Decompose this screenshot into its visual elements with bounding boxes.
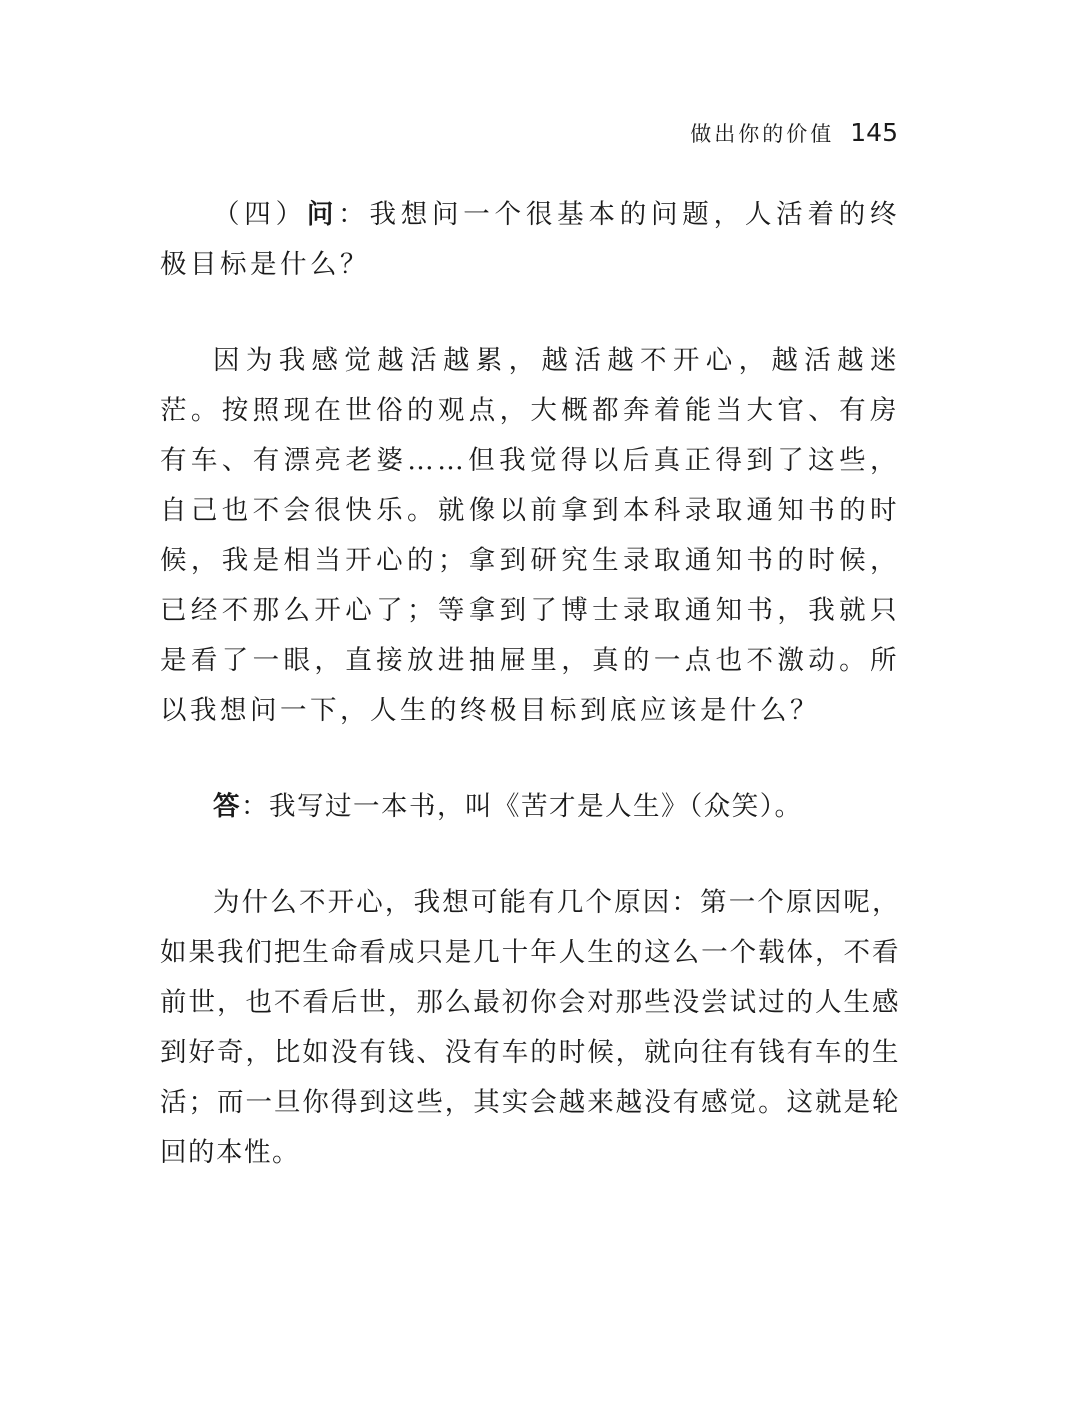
question-marker: 问 — [306, 199, 339, 230]
running-header — [690, 118, 898, 148]
answer-paragraph — [160, 782, 900, 832]
answer-detail-paragraph: 为什么不开心，我想可能有几个原因：第一个原因呢，如果我们把生命看成只是几十年人生的这么一个载体，不看前世，也不看后世，那么最初你会对那些没尝试过的人生感到好奇，比如没有钱、没有车的时候，就向往有钱有车的生活；而一旦你得到这些，其实会越来越没有感觉。这就是轮回的本性。 — [160, 887, 900, 1168]
question-detail-paragraph: 因为我感觉越活越累，越活越不开心，越活越迷茫。按照现在世俗的观点，大概都奔着能当大官、有房有车、有漂亮老婆……但我觉得以后真正得到了这些，自己也不会很快乐。就像以前拿到本科录取通知书的时候，我是相当开心的；拿到研究生录取通知书的时候，已经不那么开心了；等拿到了博士录取通知书，我就只是看了一眼，直接放进抽屉里，真的一点也不激动。所以我想问一下，人生的终极目标到底应该是什么？ — [160, 345, 900, 726]
question-prefix: （四） — [213, 199, 307, 230]
page-number: 145 — [850, 118, 898, 147]
answer-marker: 答 — [213, 791, 241, 822]
body-text — [160, 190, 900, 1224]
question-text: ：我想问一个很基本的问题，人活着的终极目标是什么？ — [160, 199, 901, 280]
question-paragraph — [160, 190, 900, 290]
chapter-title: 做出你的价值 — [690, 122, 835, 146]
answer-text: ：我写过一本书，叫《苦才是人生》（众笑）。 — [241, 791, 803, 822]
